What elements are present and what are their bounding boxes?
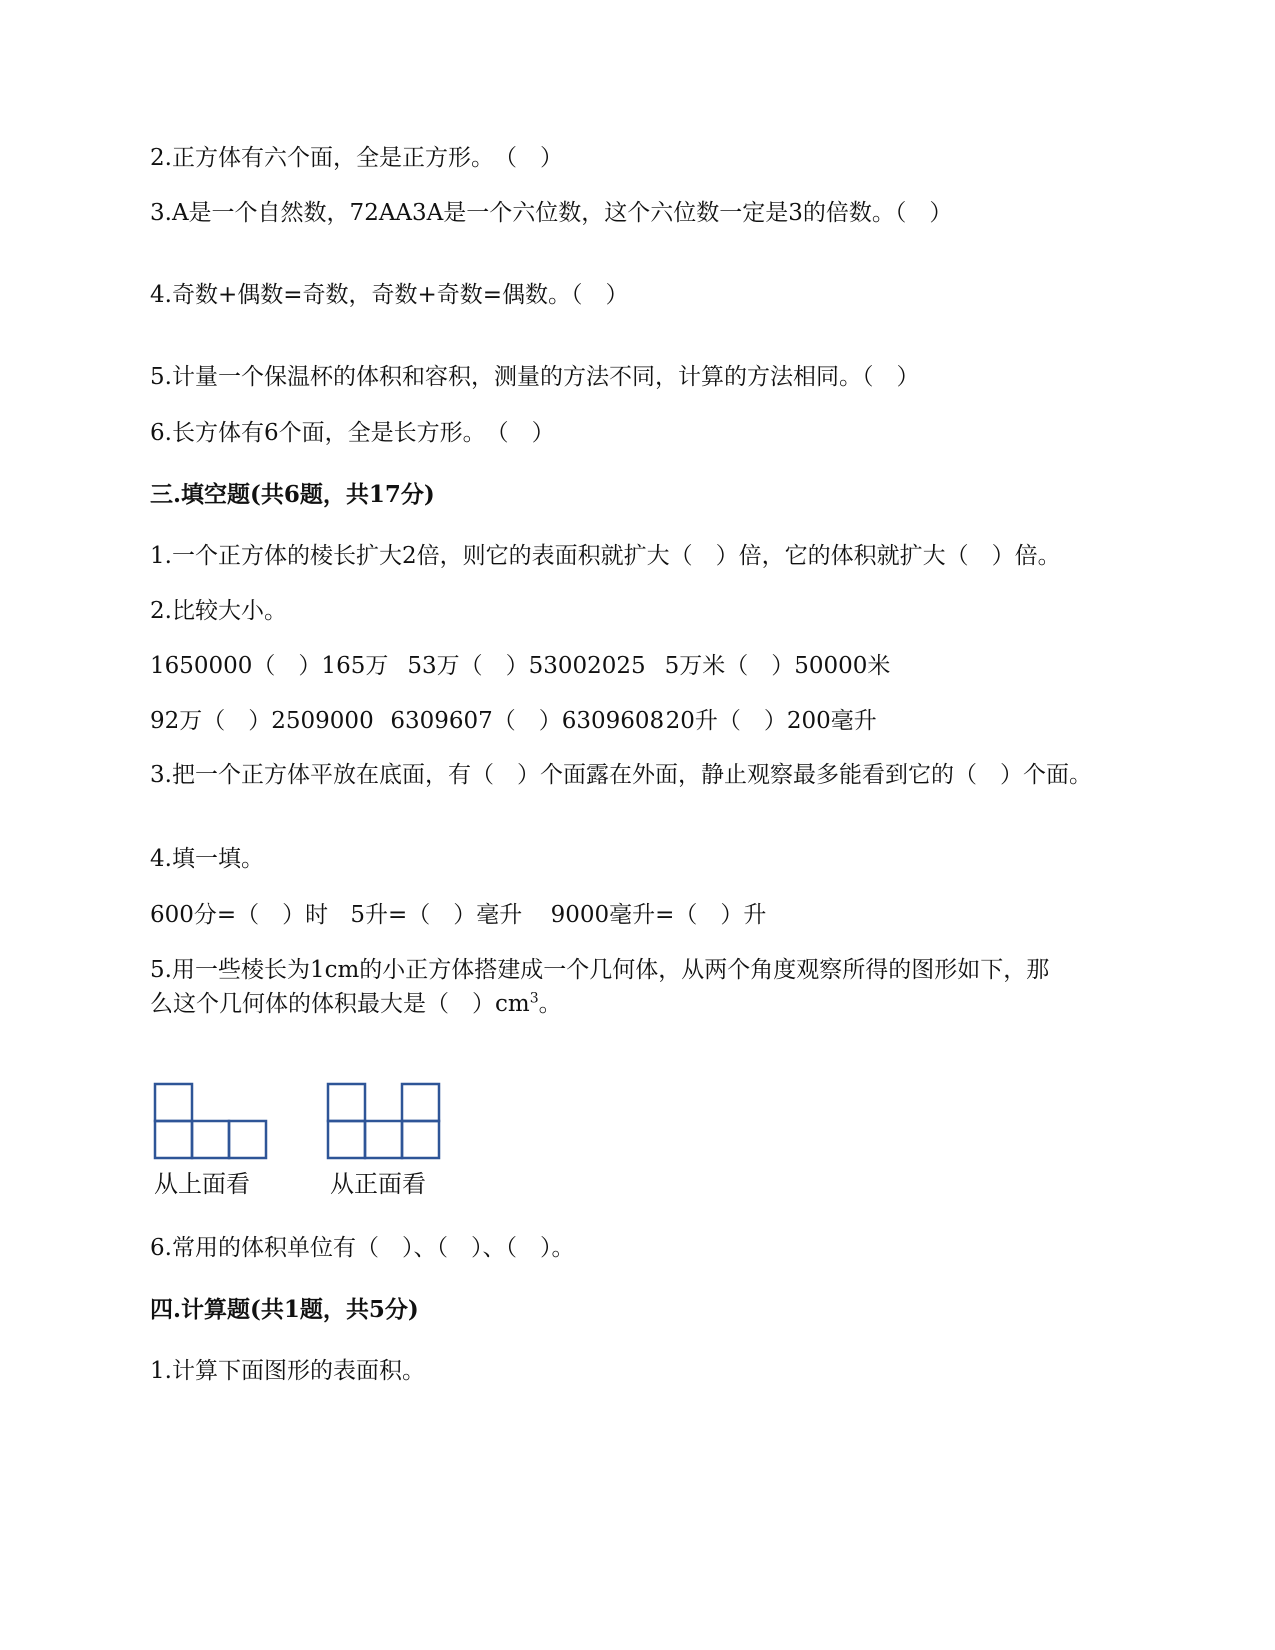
judge-question-5: 5.计量一个保温杯的体积和容积，测量的方法不同，计算的方法相同。（ ） (150, 364, 920, 390)
square (402, 1084, 439, 1121)
compare-item: 92万（ ）2509000 (150, 708, 374, 734)
fill-question-5-line-2 (150, 989, 562, 1019)
unit-conversion-row (150, 900, 766, 930)
fill-question-4: 4.填一填。 (150, 846, 264, 872)
question-text: 么这个几何体的体积最大是（ ）cm (150, 991, 530, 1017)
top-view-figure (150, 1080, 270, 1164)
fill-question-1: 1.一个正方体的棱长扩大2倍，则它的表面积就扩大（ ）倍，它的体积就扩大（ ）倍。 (150, 543, 1061, 569)
compare-item: 53万（ ）53002025 (407, 653, 646, 679)
square (229, 1121, 266, 1158)
square (192, 1121, 229, 1158)
front-view-label: 从正面看 (330, 1170, 426, 1198)
front-view-figure (323, 1080, 443, 1164)
square (155, 1121, 192, 1158)
square (365, 1121, 402, 1158)
judge-question-4: 4.奇数+偶数=奇数，奇数+奇数=偶数。（ ） (150, 282, 629, 308)
compare-item: 20升（ ）200毫升 (665, 708, 877, 734)
conversion-item: 600分=（ ）时 (150, 902, 329, 928)
fill-question-3: 3.把一个正方体平放在底面，有（ ）个面露在外面，静止观察最多能看到它的（ ）个面。 (150, 762, 1092, 788)
calc-question-1: 1.计算下面图形的表面积。 (150, 1358, 425, 1384)
top-view-squares (155, 1084, 266, 1158)
fill-question-5-line-1: 5.用一些棱长为1cm的小正方体搭建成一个几何体，从两个角度观察所得的图形如下，那 (150, 957, 1050, 983)
fill-question-2: 2.比较大小。 (150, 598, 287, 624)
square (155, 1084, 192, 1121)
section-title-calculation: 四.计算题(共1题，共5分) (150, 1296, 419, 1323)
question-end: 。 (538, 991, 562, 1017)
conversion-item: 5升=（ ）毫升 (350, 902, 523, 928)
square (328, 1121, 365, 1158)
judge-question-2: 2.正方体有六个面，全是正方形。 （ ） (150, 145, 563, 171)
conversion-item: 9000毫升=（ ）升 (550, 902, 767, 928)
superscript-3: 3 (529, 990, 539, 1007)
fill-question-6: 6.常用的体积单位有（ ）、（ ）、（ ）。 (150, 1235, 575, 1261)
compare-item: 1650000（ ）165万 (150, 653, 389, 679)
judge-question-3: 3.A是一个自然数，72AA3A是一个六位数，这个六位数一定是3的倍数。（ ） (150, 200, 953, 226)
compare-item: 6309607（ ）6309608 (390, 708, 665, 734)
square (328, 1084, 365, 1121)
judge-question-6: 6.长方体有6个面，全是长方形。 （ ） (150, 420, 555, 446)
compare-item: 5万米（ ）50000米 (664, 653, 891, 679)
top-view-label: 从上面看 (154, 1170, 250, 1198)
compare-row-1 (150, 651, 890, 681)
compare-row-2 (150, 706, 877, 736)
section-title-fill-in: 三.填空题(共6题，共17分) (150, 481, 435, 508)
front-view-squares (328, 1084, 439, 1158)
square (402, 1121, 439, 1158)
